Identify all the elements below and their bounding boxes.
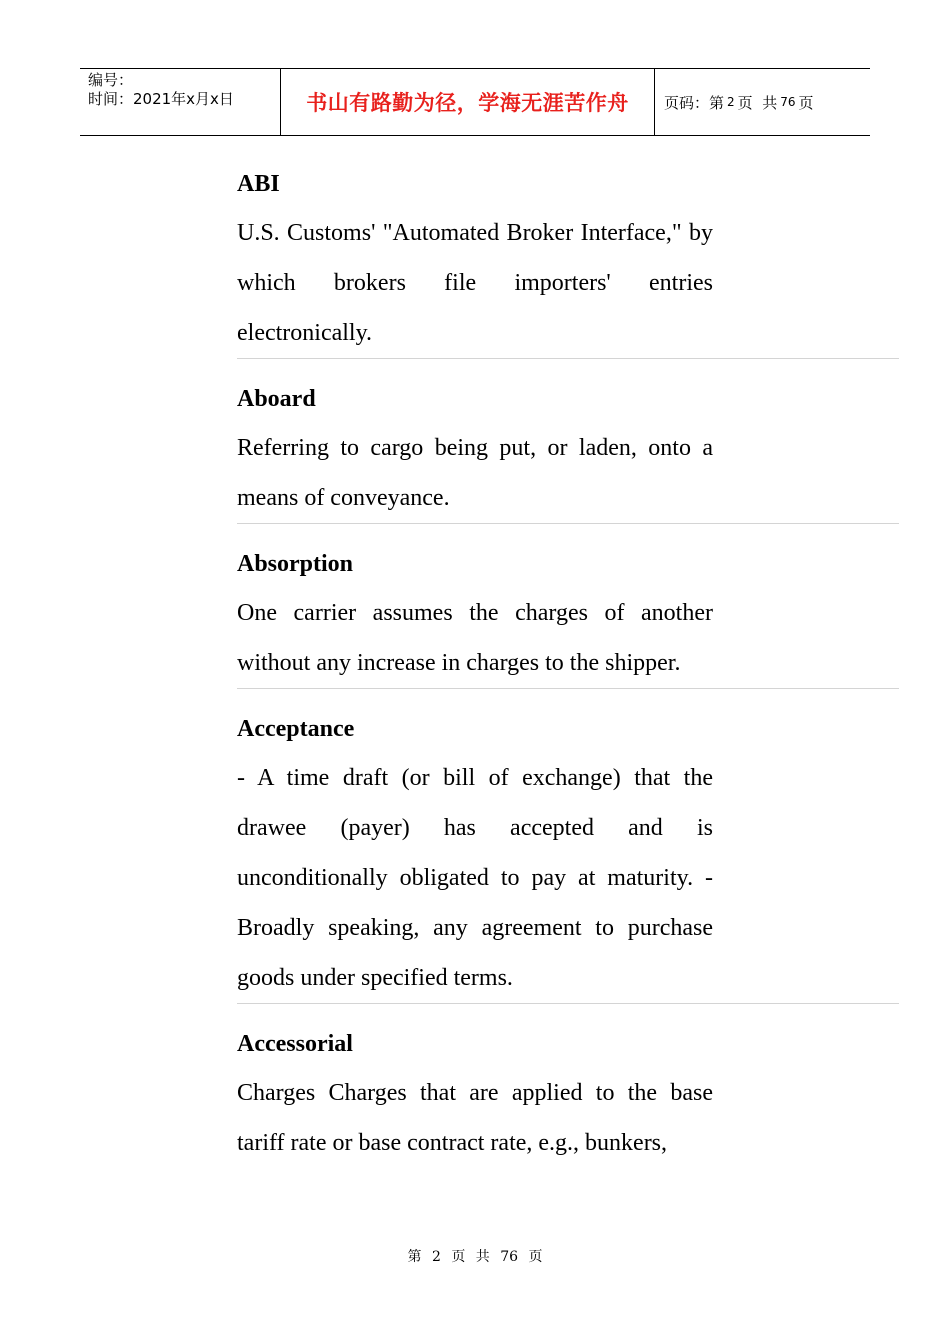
- footer-total: 76: [500, 1249, 519, 1265]
- footer-mid1: 页: [451, 1249, 466, 1265]
- motto-text: 书山有路勤为径，学海无涯苦作舟: [306, 91, 629, 115]
- footer-prefix: 第: [407, 1249, 422, 1265]
- page-footer: [0, 1246, 950, 1266]
- entry-definition: U.S. Customs' "Automated Broker Interface," by which brokers file importers' entries electronically.: [237, 220, 713, 346]
- header-page-cell: [655, 69, 870, 135]
- glossary-entry: [237, 1024, 899, 1168]
- footer-current: 2: [431, 1249, 441, 1265]
- entry-definition: One carrier assumes the charges of another without any increase in charges to the shipper.: [237, 600, 713, 676]
- glossary-entry: [237, 379, 899, 524]
- entry-term: Aboard: [237, 386, 316, 412]
- glossary-entry: [237, 544, 899, 689]
- glossary-entry: [237, 709, 899, 1004]
- serial-label: 编号：: [88, 71, 134, 89]
- page-mid: 页 共: [737, 93, 778, 112]
- page-current: 2: [727, 95, 735, 109]
- page-total: 76: [780, 95, 796, 109]
- time-label: 时间：2021年x月x日: [88, 90, 234, 108]
- footer-mid2: 共: [475, 1249, 490, 1265]
- glossary-content: [237, 164, 899, 1188]
- header-meta-cell: [80, 69, 281, 135]
- entry-term: ABI: [237, 171, 280, 197]
- entry-definition: Referring to cargo being put, or laden, onto a means of conveyance.: [237, 435, 713, 511]
- entry-definition: - A time draft (or bill of exchange) that the drawee (payer) has accepted and is unconditionally obligated to pay at maturity. - Broadly speaking, any agreement to purchase goods under specified terms.: [237, 765, 713, 991]
- footer-suffix: 页: [528, 1249, 543, 1265]
- page-prefix: 页码：第: [664, 93, 725, 112]
- header-motto-cell: [281, 69, 655, 135]
- page-suffix: 页: [798, 93, 814, 112]
- document-header: [80, 68, 870, 136]
- entry-term: Acceptance: [237, 716, 355, 742]
- entry-definition: Charges Charges that are applied to the base tariff rate or base contract rate, e.g., bunkers,: [237, 1080, 713, 1156]
- entry-term: Absorption: [237, 551, 354, 577]
- glossary-entry: [237, 164, 899, 359]
- entry-term: Accessorial: [237, 1031, 353, 1057]
